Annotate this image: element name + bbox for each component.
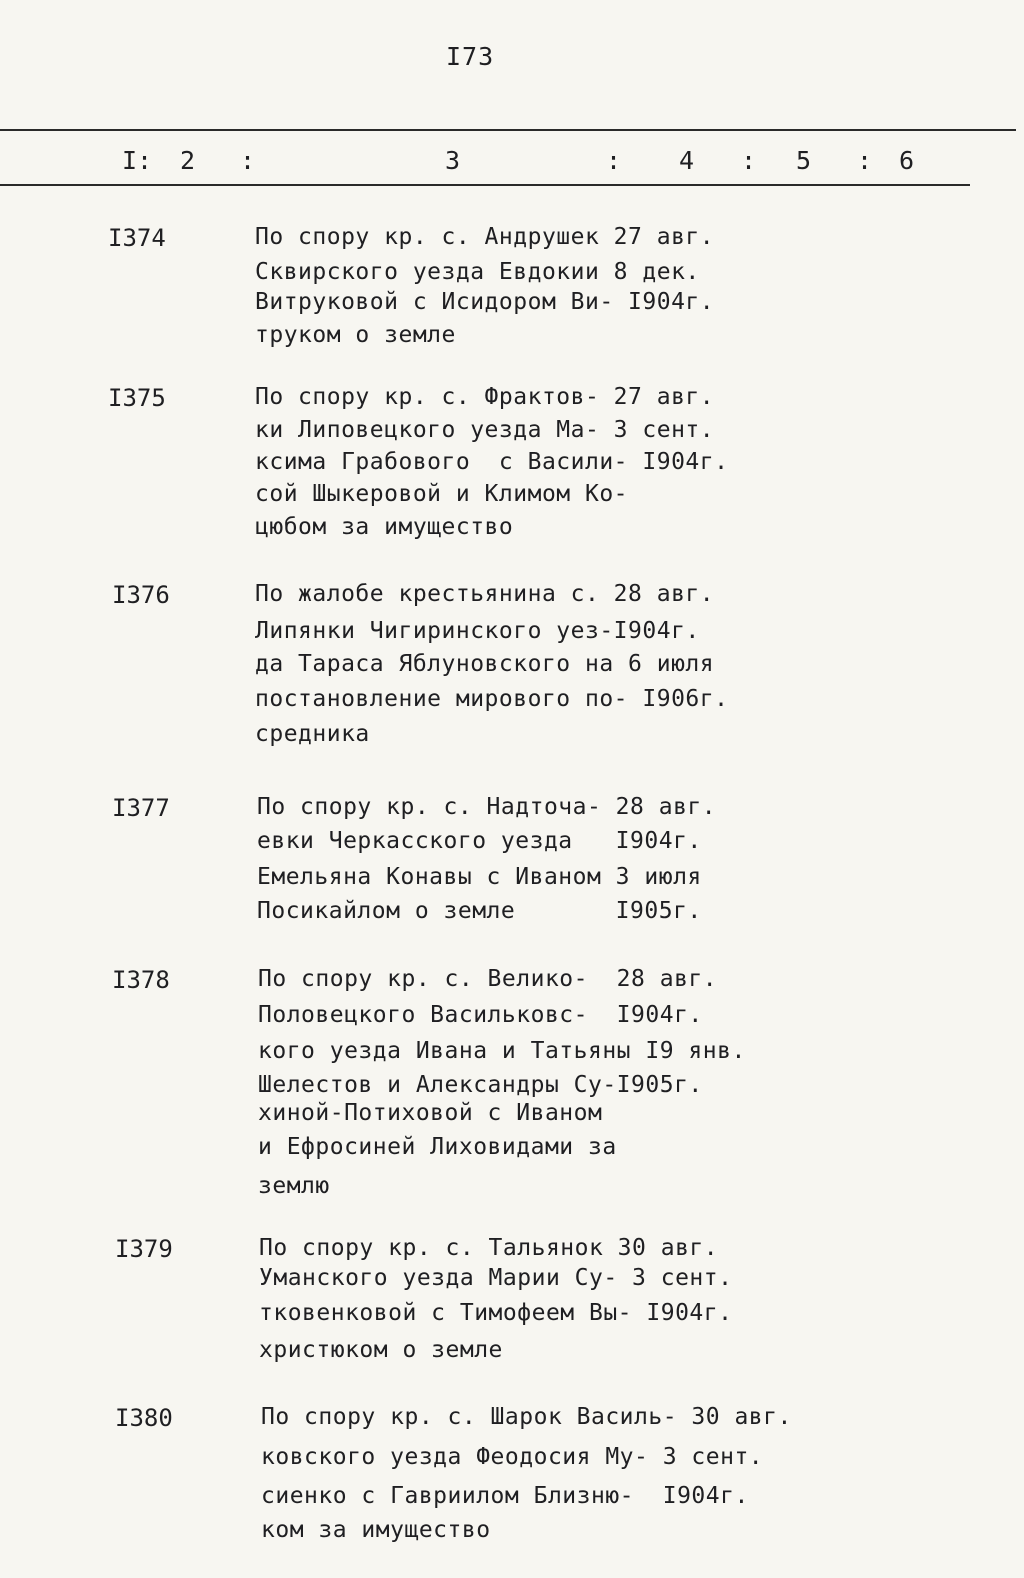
entry-text-line: Сквирского уезда Евдокии 8 дек. <box>255 259 700 285</box>
entry-number: I379 <box>115 1235 173 1263</box>
entry-text-line: Половецкого Васильковс- I904г. <box>258 1002 703 1028</box>
entry-text-line: Посикайлом о земле I905г. <box>257 898 702 924</box>
column-header-4: 4 <box>679 146 695 175</box>
column-header-1: I: <box>122 146 153 175</box>
entry-text-line: да Тараса Яблуновского на 6 июля <box>255 651 715 677</box>
entry-text-line: По спору кр. с. Надточа- 28 авг. <box>257 794 717 820</box>
entry-text-line: По спору кр. с. Тальянок 30 авг. <box>259 1235 719 1261</box>
entry-number: I377 <box>112 794 170 822</box>
entry-text-line: Емельяна Конавы с Иваном 3 июля <box>257 864 702 890</box>
entry-text-line: По спору кр. с. Шарок Василь- 30 авг. <box>261 1404 792 1430</box>
column-header-3: 3 <box>445 146 461 175</box>
column-header-5: 5 <box>796 146 812 175</box>
entry-text-line: По жалобе крестьянина с. 28 авг. <box>255 581 715 607</box>
entry-text-line: Шелестов и Александры Су-I905г. <box>258 1072 703 1098</box>
entry-number: I378 <box>112 966 170 994</box>
entry-number: I374 <box>108 224 166 252</box>
entry-text-line: ком за имущество <box>261 1517 491 1543</box>
column-separator: : <box>741 146 757 175</box>
table-header-rule <box>0 184 970 186</box>
entry-text-line: землю <box>258 1173 330 1199</box>
table-top-rule <box>0 129 1016 131</box>
entry-text-line: По спору кр. с. Андрушек 27 авг. <box>255 224 715 250</box>
column-separator: : <box>857 146 873 175</box>
entry-text-line: Уманского уезда Марии Су- 3 сент. <box>259 1265 733 1291</box>
entry-text-line: сой Шыкеровой и Климом Ко- <box>255 481 629 507</box>
entry-text-line: кого уезда Ивана и Татьяны I9 янв. <box>258 1038 746 1064</box>
column-header-6: 6 <box>899 146 915 175</box>
entry-text-line: По спору кр. с. Фрактов- 27 авг. <box>255 384 715 410</box>
entry-text-line: цюбом за имущество <box>255 514 514 540</box>
entry-text-line: ки Липовецкого уезда Ма- 3 сент. <box>255 417 715 443</box>
entry-text-line: труком о земле <box>255 322 456 348</box>
entry-number: I380 <box>115 1404 173 1432</box>
column-separator: : <box>240 146 256 175</box>
entry-text-line: христюком о земле <box>259 1337 503 1363</box>
entry-text-line: средника <box>255 721 370 747</box>
page-number: I73 <box>446 42 495 71</box>
entry-text-line: ковского уезда Феодосия Му- 3 сент. <box>261 1444 764 1470</box>
entry-text-line: тковенковой с Тимофеем Вы- I904г. <box>259 1300 733 1326</box>
entry-text-line: хиной-Потиховой с Иваном <box>258 1100 603 1126</box>
entry-text-line: Липянки Чигиринского уез-I904г. <box>255 618 700 644</box>
column-separator: : <box>606 146 622 175</box>
entry-number: I376 <box>112 581 170 609</box>
entry-number: I375 <box>108 384 166 412</box>
column-header-2: 2 <box>180 146 196 175</box>
entry-text-line: постановление мирового по- I906г. <box>255 686 729 712</box>
entry-text-line: По спору кр. с. Велико- 28 авг. <box>258 966 718 992</box>
entry-text-line: сиенко с Гавриилом Близню- I904г. <box>261 1483 749 1509</box>
entry-text-line: ксима Грабового с Васили- I904г. <box>255 449 729 475</box>
entry-text-line: евки Черкасского уезда I904г. <box>257 828 702 854</box>
entry-text-line: и Ефросиней Лиховидами за <box>258 1134 617 1160</box>
entry-text-line: Витруковой с Исидором Ви- I904г. <box>255 289 715 315</box>
